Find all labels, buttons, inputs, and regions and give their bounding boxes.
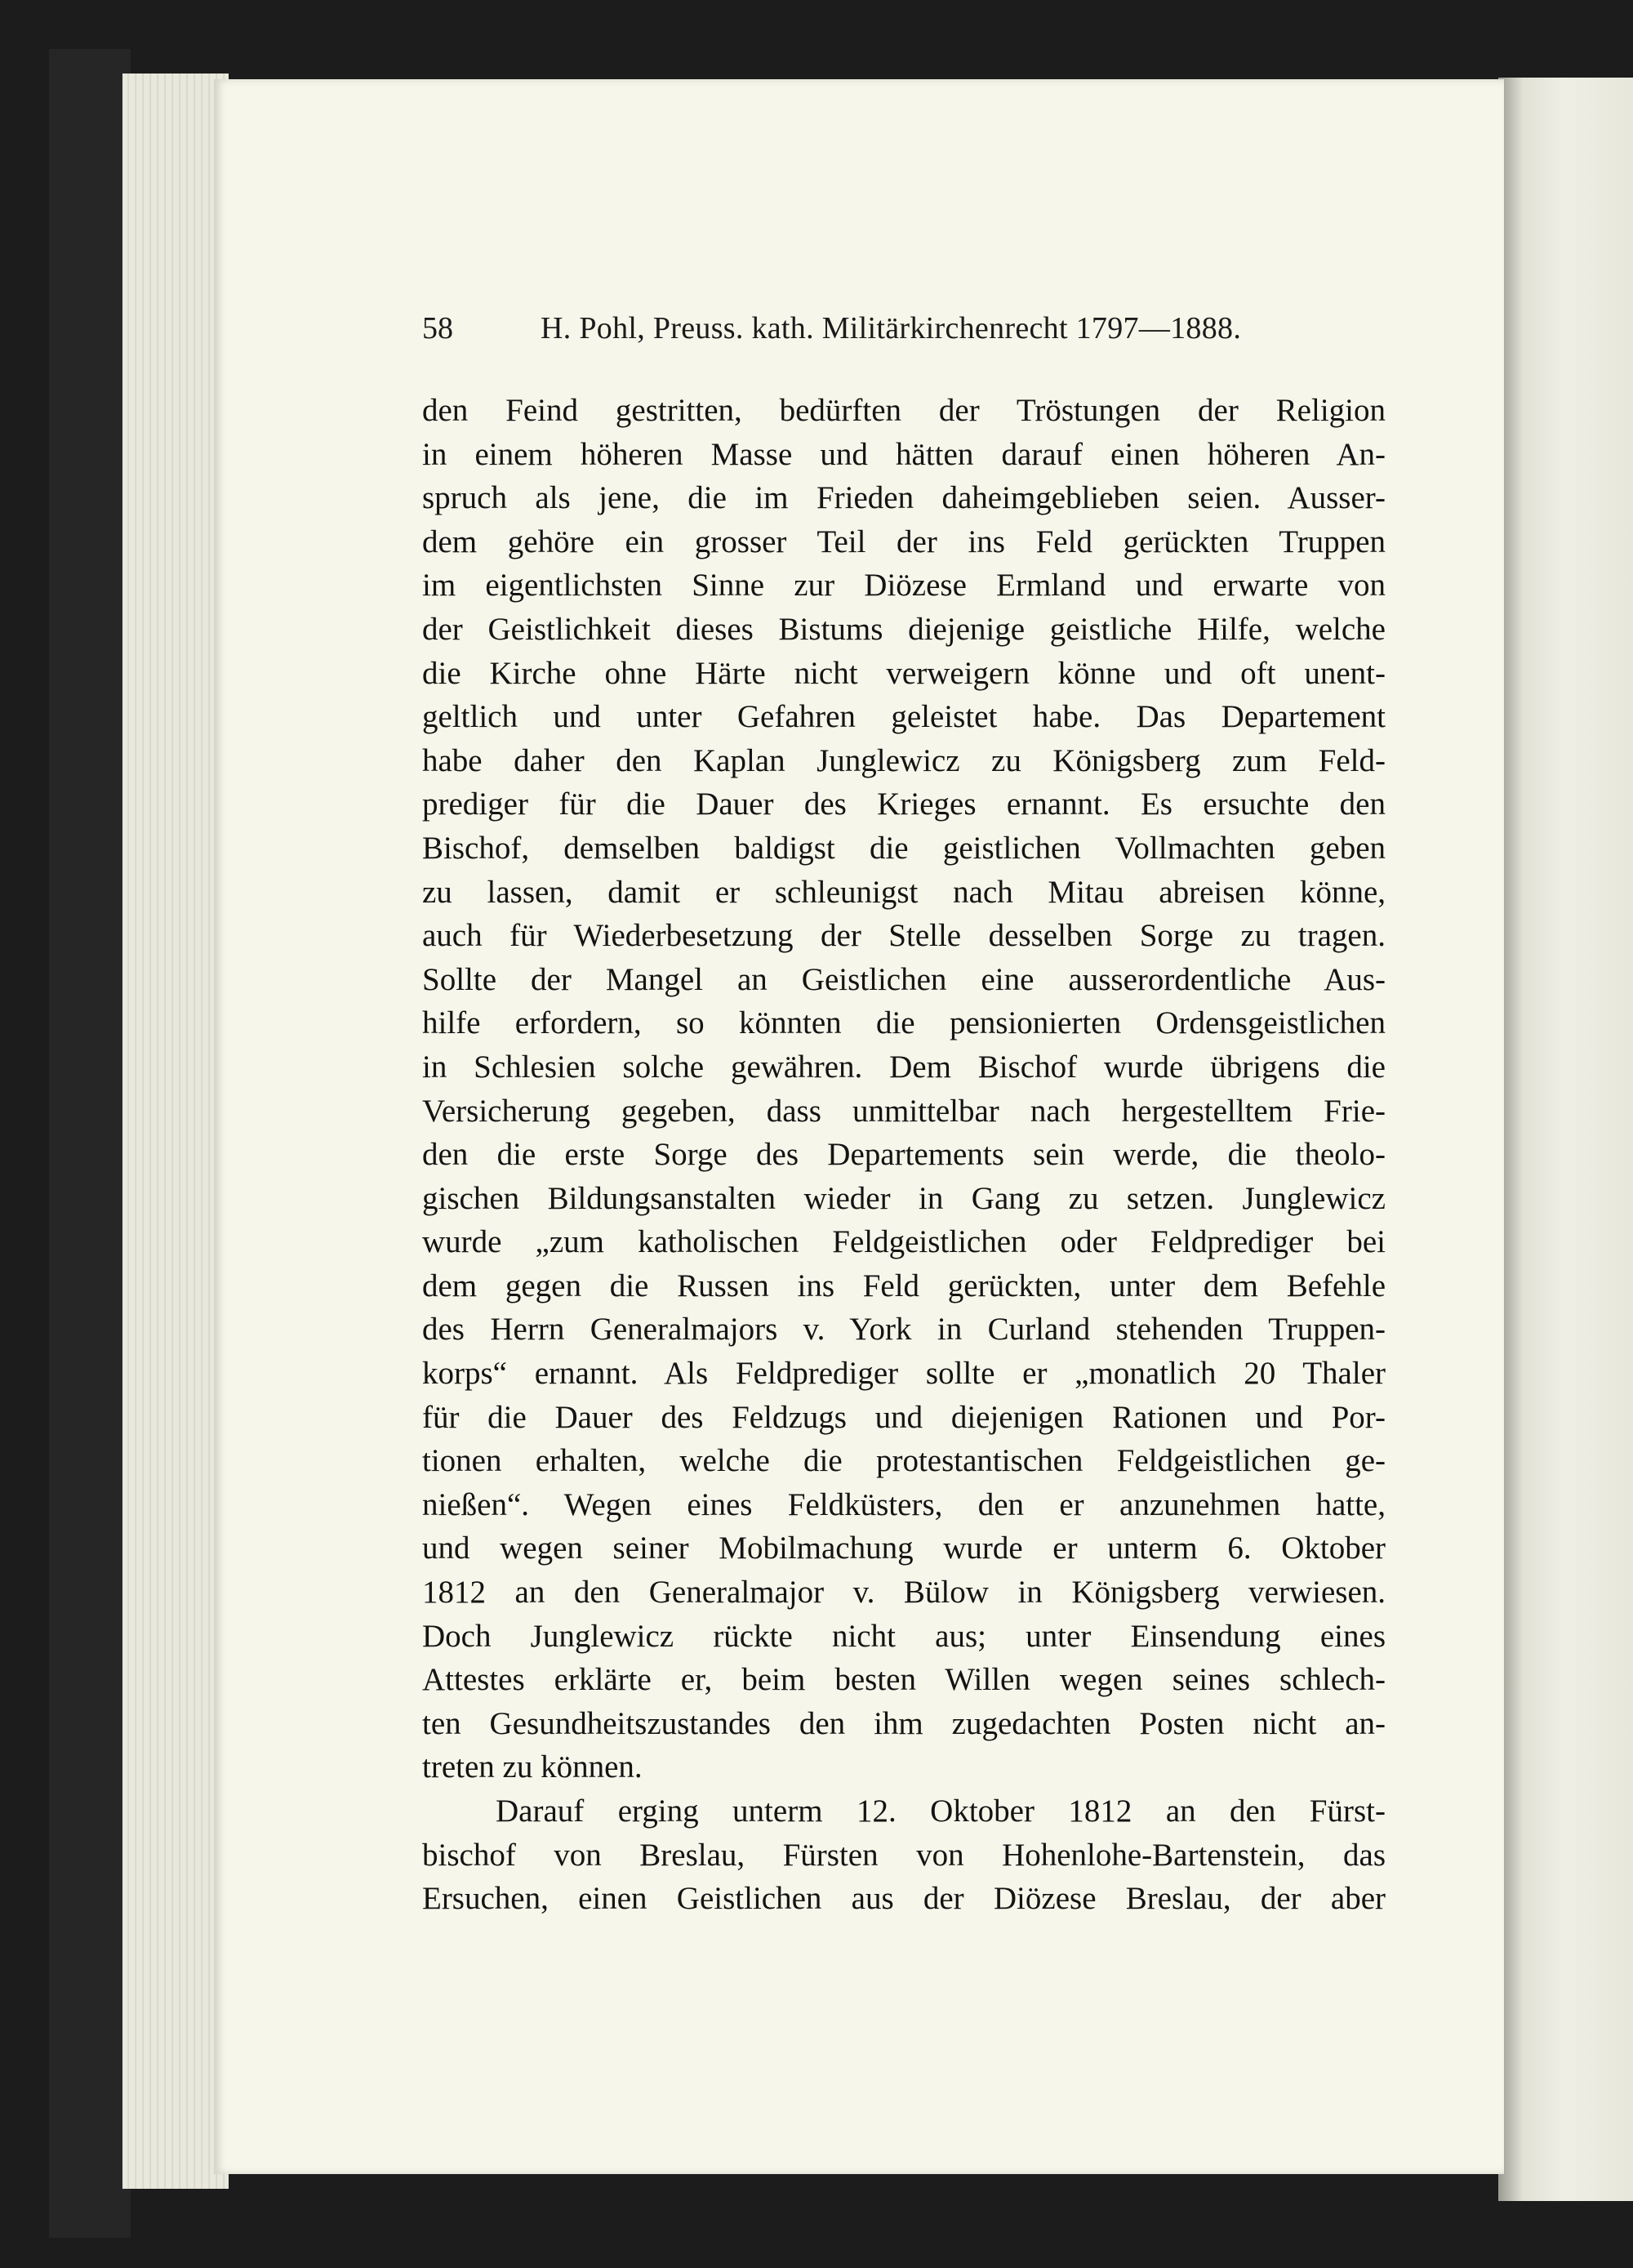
body-text [422, 389, 1386, 1921]
text-line: bischof von Breslau, Fürsten von Hohenlohe-Bartenstein, das [422, 1837, 1386, 1873]
page-number: 58 [422, 311, 453, 345]
text-line: den Feind gestritten, bedürften der Tröstungen der Religion [422, 393, 1386, 428]
facing-page-edge [1498, 78, 1633, 2201]
page-edges [122, 74, 229, 2189]
text-line: Bischof, demselben baldigst die geistlichen Vollmachten geben [422, 830, 1386, 866]
text-line: Ersuchen, einen Geistlichen aus der Diözese Breslau, der aber [422, 1881, 1386, 1917]
text-line: Versicherung gegeben, dass unmittelbar nach hergestelltem Frie- [422, 1093, 1386, 1129]
text-line: in einem höheren Masse und hätten darauf einen höheren An- [422, 436, 1386, 472]
text-line: korps“ ernannt. Als Feldprediger sollte er „monatlich 20 Thaler [422, 1356, 1386, 1392]
text-line: dem gehöre ein grosser Teil der ins Feld gerückten Truppen [422, 524, 1386, 559]
text-line: in Schlesien solche gewähren. Dem Bischof wurde übrigens die [422, 1049, 1386, 1085]
text-line: Attestes erklärte er, beim besten Willen wegen seines schlech- [422, 1662, 1386, 1698]
text-line: zu lassen, damit er schleunigst nach Mitau abreisen könne, [422, 874, 1386, 910]
text-line: und wegen seiner Mobilmachung wurde er unterm 6. Oktober [422, 1531, 1386, 1566]
text-line: habe daher den Kaplan Junglewicz zu Königsberg zum Feld- [422, 742, 1386, 778]
text-line: dem gegen die Russen ins Feld gerückten, unter dem Befehle [422, 1268, 1386, 1303]
text-line: tionen erhalten, welche die protestantischen Feldgeistlichen ge- [422, 1443, 1386, 1479]
text-line: Sollte der Mangel an Geistlichen eine ausserordentliche Aus- [422, 961, 1386, 997]
text-line: den die erste Sorge des Departements sein werde, die theolo- [422, 1137, 1386, 1173]
cover-edge [49, 49, 131, 2238]
text-line: für die Dauer des Feldzugs und diejenigen Rationen und Por- [422, 1399, 1386, 1435]
text-line: auch für Wiederbesetzung der Stelle desselben Sorge zu tragen. [422, 918, 1386, 954]
running-title: H. Pohl, Preuss. kath. Militärkirchenrecht 1797—1888. [541, 311, 1242, 345]
text-line: Darauf erging unterm 12. Oktober 1812 an den Fürst- [496, 1793, 1386, 1829]
text-line: Doch Junglewicz rückte nicht aus; unter Einsendung eines [422, 1618, 1386, 1654]
text-line: wurde „zum katholischen Feldgeistlichen oder Feldprediger bei [422, 1224, 1386, 1260]
text-line: des Herrn Generalmajors v. York in Curland stehenden Truppen- [422, 1312, 1386, 1348]
text-line: nießen“. Wegen eines Feldküsters, den er anzunehmen hatte, [422, 1486, 1386, 1522]
text-line: treten zu können. [422, 1749, 643, 1785]
text-line: ten Gesundheitszustandes den ihm zugedachten Posten nicht an- [422, 1705, 1386, 1741]
text-line: gischen Bildungsanstalten wieder in Gang zu setzen. Junglewicz [422, 1180, 1386, 1216]
text-line: die Kirche ohne Härte nicht verweigern könne und oft unent- [422, 655, 1386, 691]
text-line: geltlich und unter Gefahren geleistet habe. Das Departement [422, 699, 1386, 735]
text-line: hilfe erfordern, so könnten die pensionierten Ordensgeistlichen [422, 1005, 1386, 1041]
text-line: spruch als jene, die im Frieden daheimgeblieben seien. Ausser- [422, 480, 1386, 516]
text-line: der Geistlichkeit dieses Bistums diejenige geistliche Hilfe, welche [422, 611, 1386, 647]
running-header [422, 310, 1386, 351]
text-line: im eigentlichsten Sinne zur Diözese Ermland und erwarte von [422, 568, 1386, 604]
text-line: prediger für die Dauer des Krieges ernannt. Es ersuchte den [422, 786, 1386, 822]
text-line: 1812 an den Generalmajor v. Bülow in Königsberg verwiesen. [422, 1575, 1386, 1611]
